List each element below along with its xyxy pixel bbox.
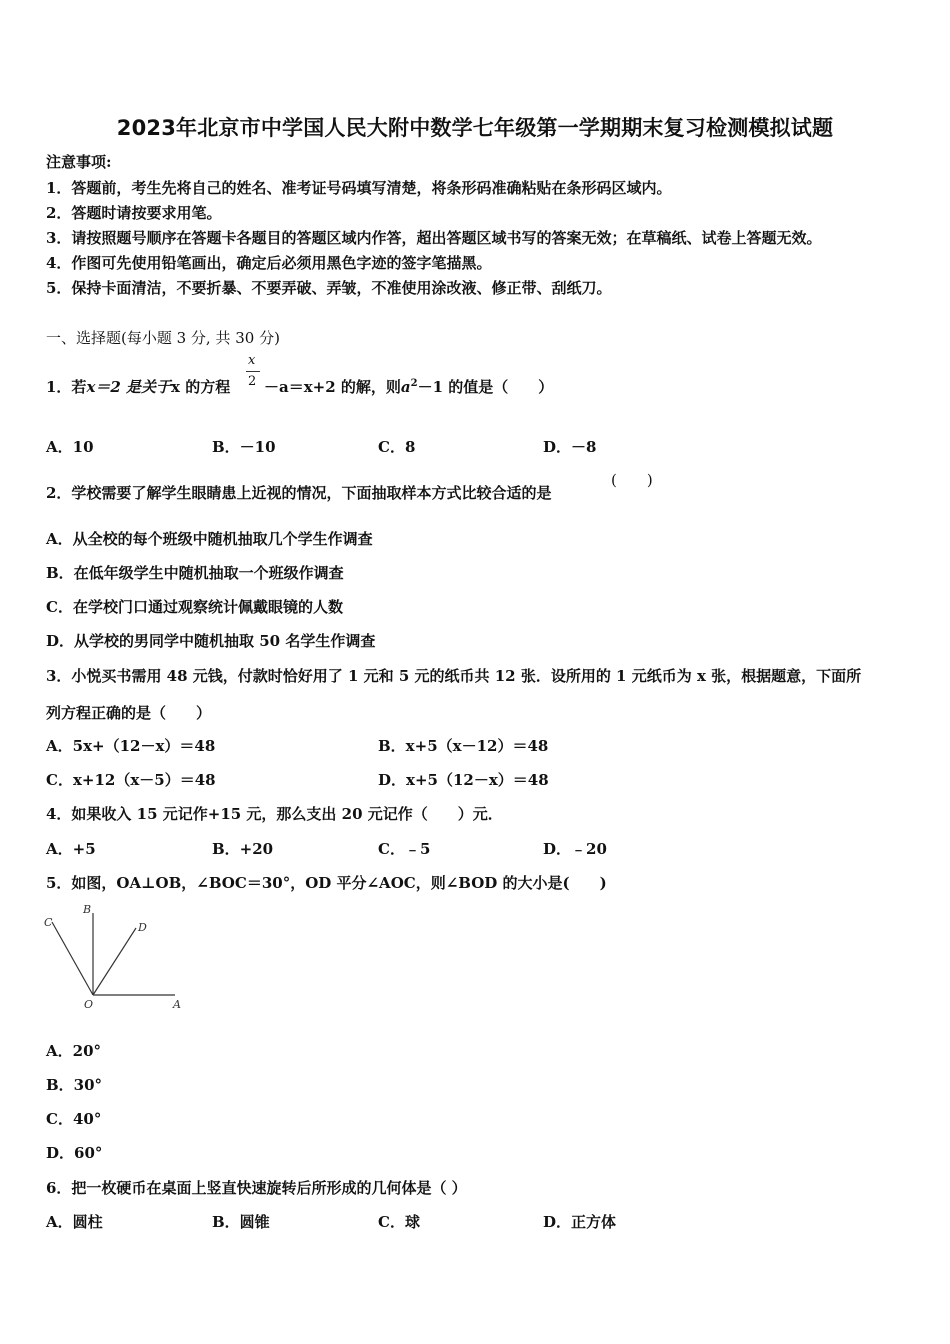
q2-option-d: D．从学校的男同学中随机抽取 50 名学生作调查 — [46, 632, 376, 650]
q2-paren: ( ) — [611, 471, 653, 489]
q6-option-c: C．球 — [378, 1213, 420, 1231]
ray-od — [93, 928, 136, 995]
q4-option-d: D．﹣20 — [543, 840, 607, 858]
page-title: 2023年北京市中学国人民大附中数学七年级第一学期期末复习检测模拟试题 — [116, 116, 834, 140]
label-c: C — [44, 916, 53, 929]
q3-option-d: D．x+5（12－x）＝48 — [378, 771, 549, 789]
notice-item: 1．答题前，考生先将自己的姓名、准考证号码填写清楚，将条形码准确粘贴在条形码区域内。 — [46, 179, 672, 197]
q1-option-d: D．－8 — [543, 438, 597, 456]
q4-option-c: C．﹣5 — [378, 840, 431, 858]
q5-option-d: D．60° — [46, 1144, 103, 1162]
q6-stem: 6．把一枚硬币在桌面上竖直快速旋转后所形成的几何体是（ ） — [46, 1179, 467, 1197]
q3-stem-line1: 3．小悦买书需用 48 元钱，付款时恰好用了 1 元和 5 元的纸币共 12 张．设所用的 1 元纸币为 x 张，根据题意，下面所 — [46, 667, 862, 685]
q6-option-b: B．圆锥 — [212, 1213, 270, 1231]
q6-option-d: D．正方体 — [543, 1213, 617, 1231]
q2-option-c: C．在学校门口通过观察统计佩戴眼镜的人数 — [46, 598, 343, 616]
notice-item: 4．作图可先使用铅笔画出，确定后必须用黑色字迹的签字笔描黑。 — [46, 254, 492, 272]
q3-option-c: C．x+12（x－5）＝48 — [46, 771, 216, 789]
q2-option-b: B．在低年级学生中随机抽取一个班级作调查 — [46, 564, 344, 582]
notice-item: 5．保持卡面清洁，不要折暴、不要弄破、弄皱，不准使用涂改液、修正带、刮纸刀。 — [46, 279, 612, 297]
q4-option-b: B．+20 — [212, 840, 274, 858]
notice-heading: 注意事项: — [46, 153, 112, 171]
label-d: D — [138, 921, 147, 934]
q6-option-a: A．圆柱 — [46, 1213, 103, 1231]
q5-option-a: A．20° — [46, 1042, 102, 1060]
q2-stem: 2．学校需要了解学生眼睛患上近视的情况，下面抽取样本方式比较合适的是 — [46, 484, 552, 502]
label-a: A — [173, 998, 181, 1011]
q1-option-a: A．10 — [46, 438, 94, 456]
q5-option-b: B．30° — [46, 1076, 103, 1094]
q5-angle-figure — [40, 900, 190, 1015]
ray-oc — [52, 922, 93, 995]
q4-option-a: A．+5 — [46, 840, 96, 858]
q1-fraction-denominator: 2 — [248, 374, 257, 389]
q1-fraction-numerator: x — [248, 353, 256, 368]
section-heading: 一、选择题(每小题 3 分, 共 30 分) — [46, 329, 280, 347]
q3-option-b: B．x+5（x－12）＝48 — [378, 737, 549, 755]
q5-stem: 5．如图，OA⊥OB，∠BOC＝30°，OD 平分∠AOC，则∠BOD 的大小是( ) — [46, 874, 607, 892]
label-b: B — [83, 903, 92, 916]
q1-fraction-bar — [246, 371, 260, 372]
q1-stem-tail: －a＝x+2 的解，则$a^2-1$ 的值是（ ） — [264, 378, 554, 396]
q3-stem-line2: 列方程正确的是（ ） — [46, 704, 212, 722]
q1-stem: 1．若x＝2 是关于x 的方程 — [46, 378, 231, 396]
label-o: O — [84, 998, 94, 1011]
q1-option-b: B．－10 — [212, 438, 276, 456]
notice-item: 3．请按照题号顺序在答题卡各题目的答题区域内作答，超出答题区域书写的答案无效；在草稿纸、试卷上答题无效。 — [46, 229, 822, 247]
q3-option-a: A．5x+（12－x）＝48 — [46, 737, 216, 755]
q2-option-a: A．从全校的每个班级中随机抽取几个学生作调查 — [46, 530, 373, 548]
q5-option-c: C．40° — [46, 1110, 102, 1128]
notice-item: 2．答题时请按要求用笔。 — [46, 204, 222, 222]
q4-stem: 4．如果收入 15 元记作+15 元，那么支出 20 元记作（ ）元． — [46, 805, 503, 823]
q1-option-c: C．8 — [378, 438, 416, 456]
